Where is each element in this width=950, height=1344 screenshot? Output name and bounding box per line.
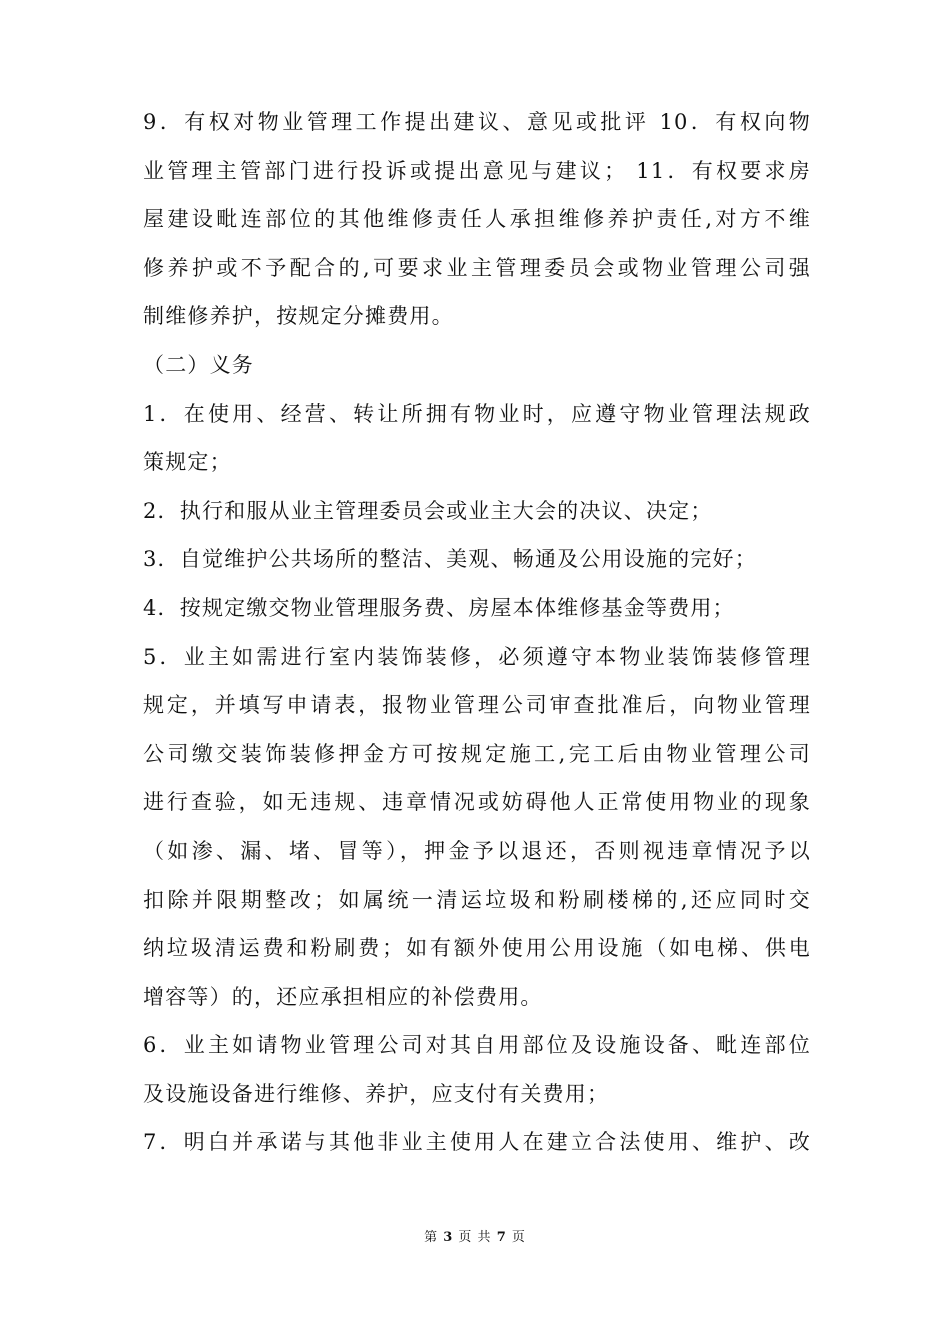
text-line: 5．业主如需进行室内装饰装修，必须遵守本物业装饰装修管理: [143, 644, 811, 669]
text-line: 4．按规定缴交物业管理服务费、房屋本体维修基金等费用；: [143, 595, 735, 620]
text-line: 规定，并填写申请表，报物业管理公司审查批准后，向物业管理: [143, 693, 811, 718]
text-line: 扣除并限期整改；如属统一清运垃圾和粉刷楼梯的,还应同时交: [143, 887, 811, 912]
text-line: 2．执行和服从业主管理委员会或业主大会的决议、决定；: [143, 498, 713, 523]
text-line: 3．自觉维护公共场所的整洁、美观、畅通及公用设施的完好；: [143, 547, 757, 572]
current-page-number: 3: [443, 1230, 454, 1245]
text-line: 纳垃圾清运费和粉刷费；如有额外使用公用设施（如电梯、供电: [143, 936, 811, 961]
text-line: 策规定；: [143, 450, 232, 475]
footer-suffix: 页: [511, 1230, 526, 1245]
text-line: （二）义务: [143, 352, 254, 377]
text-line: 进行查验，如无违规、违章情况或妨碍他人正常使用物业的现象: [143, 790, 811, 815]
footer-middle: 页 共: [458, 1230, 492, 1245]
total-page-number: 7: [496, 1230, 507, 1245]
text-line: 修养护或不予配合的,可要求业主管理委员会或物业管理公司强: [143, 255, 811, 280]
text-line: 1．在使用、经营、转让所拥有物业时，应遵守物业管理法规政: [143, 401, 811, 426]
text-line: 7．明白并承诺与其他非业主使用人在建立合法使用、维护、改: [143, 1130, 811, 1155]
footer-prefix: 第: [424, 1230, 439, 1245]
text-line: （如渗、漏、堵、冒等），押金予以退还，否则视违章情况予以: [143, 838, 811, 863]
text-line: 公司缴交装饰装修押金方可按规定施工,完工后由物业管理公司: [143, 741, 811, 766]
text-line: 制维修养护，按规定分摊费用。: [143, 304, 454, 329]
page-footer: [0, 1226, 950, 1245]
text-line: 9．有权对物业管理工作提出建议、意见或批评 10．有权向物: [143, 110, 811, 134]
document-body: [143, 98, 811, 1167]
text-line: 增容等）的，还应承担相应的补偿费用。: [143, 984, 543, 1009]
text-line: 6．业主如请物业管理公司对其自用部位及设施设备、毗连部位: [143, 1033, 811, 1058]
text-line: 业管理主管部门进行投诉或提出意见与建议； 11．有权要求房: [143, 158, 811, 183]
text-line: 屋建设毗连部位的其他维修责任人承担维修养护责任,对方不维: [143, 207, 811, 232]
text-line: 及设施设备进行维修、养护，应支付有关费用；: [143, 1081, 610, 1106]
